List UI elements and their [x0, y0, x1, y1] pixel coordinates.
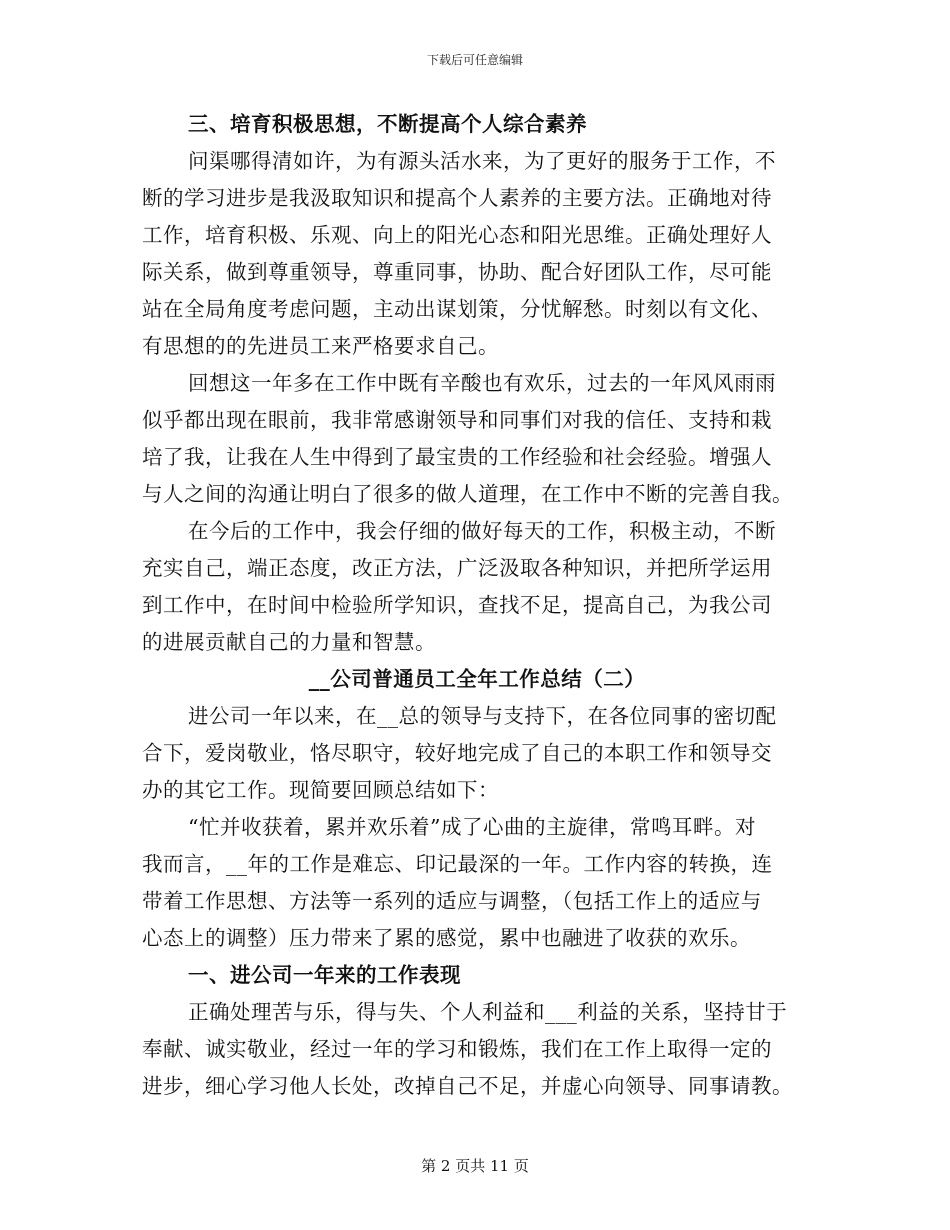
paragraph-line: 充实自己，端正态度，改正方法，广泛汲取各种知识，并把所学运用 — [142, 556, 772, 580]
paragraph-line: 有思想的的先进员工来严格要求自己。 — [142, 334, 499, 358]
paragraph-line: 在今后的工作中，我会仔细的做好每天的工作，积极主动，不断 — [188, 519, 776, 543]
paragraph-line: 断的学习进步是我汲取知识和提高个人素养的主要方法。正确地对待 — [142, 186, 772, 210]
paragraph-line: 心态上的调整）压力带来了累的感觉，累中也融进了收获的欢乐。 — [142, 926, 751, 950]
paragraph-line: 际关系，做到尊重领导，尊重同事，协助、配合好团队工作，尽可能 — [142, 260, 772, 284]
paragraph-line: 与人之间的沟通让明白了很多的做人道理，在工作中不断的完善自我。 — [142, 482, 793, 506]
paragraph-line: 奉献、诚实敬业，经过一年的学习和锻炼，我们在工作上取得一定的 — [142, 1037, 772, 1061]
document-body — [142, 106, 812, 1105]
paragraph-line: 带着工作思想、方法等一系列的适应与调整，（包括工作上的适应与 — [142, 889, 762, 913]
page-header: 下载后可任意编辑 — [426, 53, 523, 67]
paragraph-line: 到工作中，在时间中检验所学知识，查找不足，提高自己，为我公司 — [142, 593, 772, 617]
paragraph-line: 合下，爱岗敬业，恪尽职守，较好地完成了自己的本职工作和领导交 — [142, 741, 772, 765]
paragraph-line: 站在全局角度考虑问题，主动出谋划策，分忧解愁。时刻以有文化、 — [142, 297, 772, 321]
paragraph-line: 进公司一年以来，在__总的领导与支持下，在各位同事的密切配 — [188, 704, 777, 728]
document-subtitle: __公司普通员工全年工作总结（二） — [308, 667, 646, 691]
paragraph-line: 我而言，__年的工作是难忘、印记最深的一年。工作内容的转换，连 — [142, 852, 773, 876]
paragraph-line: 似乎都出现在眼前，我非常感谢领导和同事们对我的信任、支持和栽 — [142, 408, 772, 432]
section-heading-1: 一、进公司一年来的工作表现 — [188, 963, 461, 987]
paragraph-line: “忙并收获着，累并欢乐着”成了心曲的主旋律，常鸣耳畔。对 — [188, 815, 756, 839]
paragraph-line: 问渠哪得清如许，为有源头活水来，为了更好的服务于工作，不 — [188, 149, 776, 173]
paragraph-line: 培了我，让我在人生中得到了最宝贵的工作经验和社会经验。增强人 — [142, 445, 772, 469]
paragraph-line: 的进展贡献自己的力量和智慧。 — [142, 630, 436, 654]
paragraph-line: 办的其它工作。现简要回顾总结如下： — [142, 778, 499, 802]
paragraph-line: 回想这一年多在工作中既有辛酸也有欢乐，过去的一年风风雨雨 — [188, 371, 776, 395]
section-heading-3: 三、培育积极思想，不断提高个人综合素养 — [188, 112, 587, 136]
paragraph-line: 正确处理苦与乐，得与失、个人利益和___利益的关系，坚持甘于 — [188, 1000, 788, 1024]
paragraph-line: 工作，培育积极、乐观、向上的阳光心态和阳光思维。正确处理好人 — [142, 223, 772, 247]
page-number-footer: 第 2 页共 11 页 — [421, 1157, 529, 1175]
paragraph-line: 进步，细心学习他人长处，改掉自己不足，并虚心向领导、同事请教。 — [142, 1074, 793, 1098]
